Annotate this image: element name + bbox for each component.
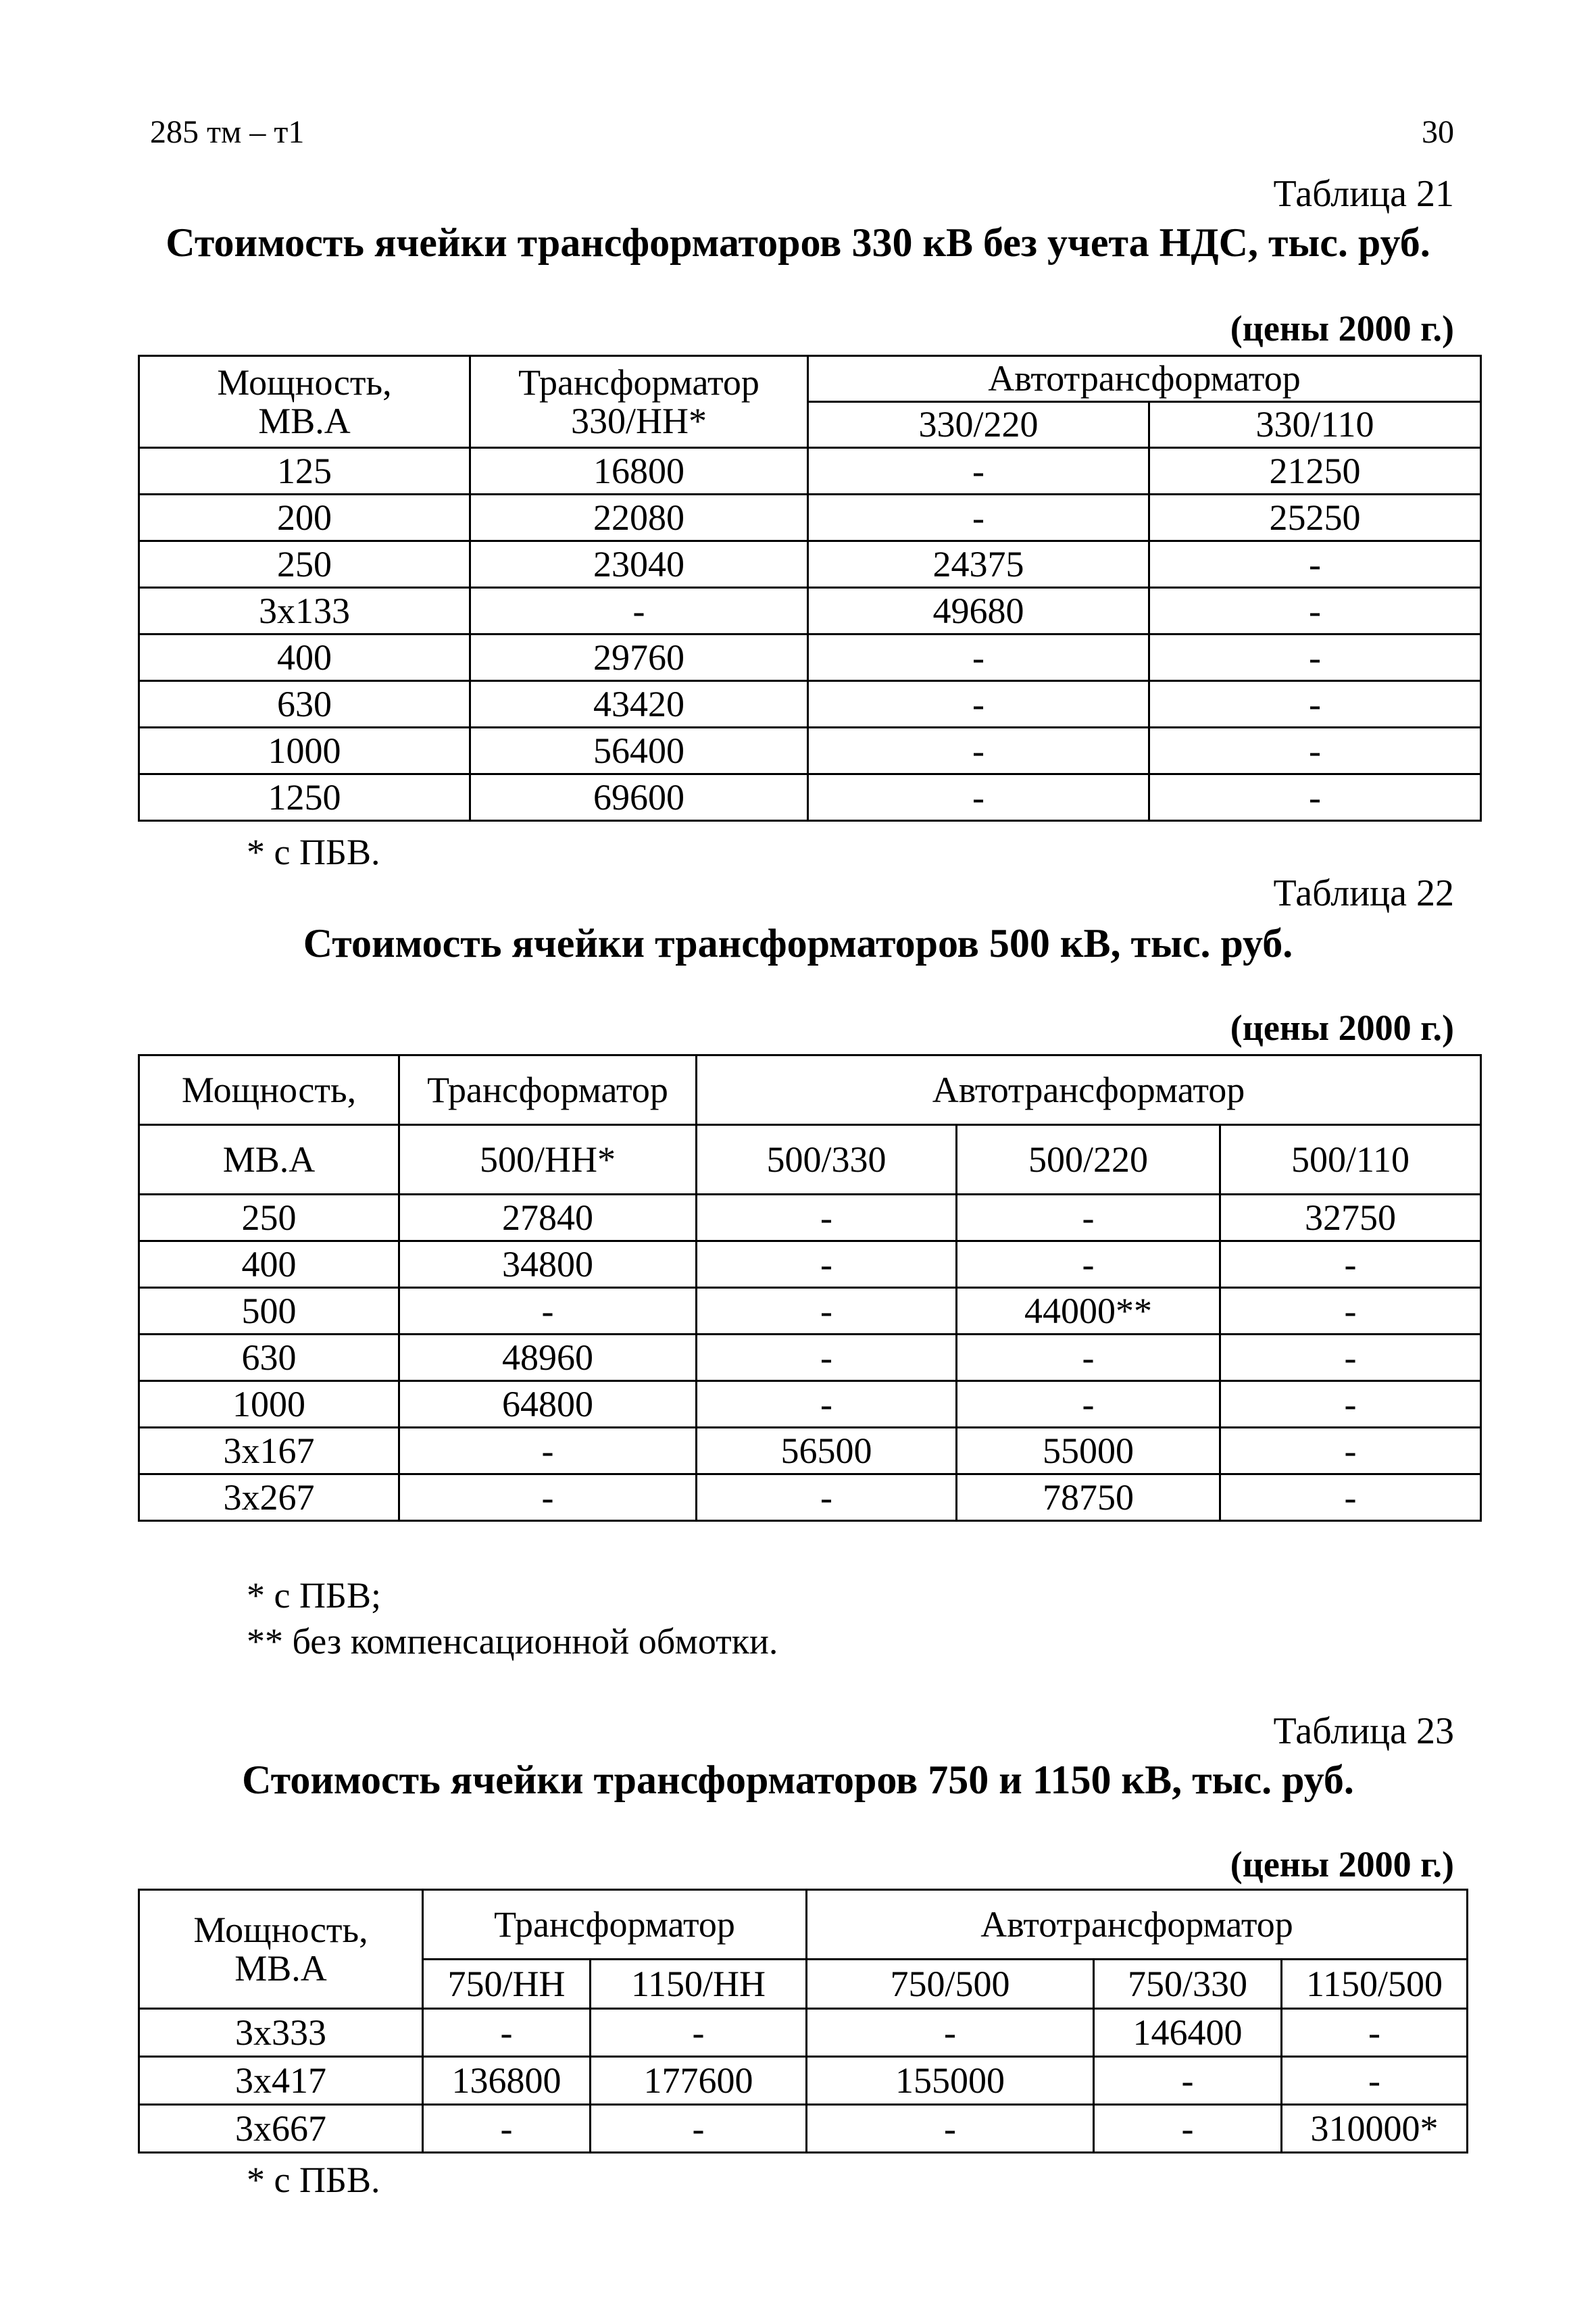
table-cell: 48960 [399,1335,697,1381]
table-row [139,728,1481,774]
header-transformer-line2: 330/НН* [571,400,707,441]
table-cell: - [1149,588,1481,634]
table-cell: 3х167 [139,1428,399,1474]
table-cell: 49680 [808,588,1149,634]
table-cell: - [1220,1474,1481,1521]
table-cell: 27840 [399,1195,697,1241]
header-tr-1150: 1150/НН [591,1960,807,2009]
table-21-label: Таблица 21 [1273,173,1454,215]
table-cell: 69600 [470,774,808,821]
table-22-label: Таблица 22 [1273,872,1454,914]
table-cell: - [808,495,1149,541]
table-cell: - [1149,541,1481,588]
header-power-line2: МВ.А [139,1125,399,1195]
table-cell: 44000** [957,1288,1220,1335]
table-cell: 3х267 [139,1474,399,1521]
table-cell: 1000 [139,1381,399,1428]
table-cell: 25250 [1149,495,1481,541]
table-cell: 136800 [423,2057,591,2105]
table-21-footnote: * с ПБВ. [247,832,380,872]
table-22-title: Стоимость ячейки трансформаторов 500 кВ, тыс. руб. [303,921,1293,966]
table-cell: 23040 [470,541,808,588]
table-21 [138,355,1482,822]
header-transformer [470,356,808,448]
table-row [139,1428,1481,1474]
table-cell: - [399,1288,697,1335]
table-cell: - [808,681,1149,728]
table-cell: - [808,728,1149,774]
table-22-footnote-2: ** без компенсационной обмотки. [247,1621,778,1662]
table-cell: - [1282,2009,1468,2057]
table-cell: 78750 [957,1474,1220,1521]
table-cell: - [807,2009,1094,2057]
table-cell: 3х333 [139,2009,423,2057]
header-tr-750: 750/НН [423,1960,591,2009]
header-auto-330-110: 330/110 [1149,402,1481,448]
table-cell: 3х667 [139,2105,423,2153]
table-row [139,1381,1481,1428]
table-row [139,1288,1481,1335]
table-cell: 250 [139,1195,399,1241]
table-cell: 155000 [807,2057,1094,2105]
table-cell: 29760 [470,634,808,681]
table-cell: - [957,1335,1220,1381]
table-cell: - [399,1474,697,1521]
table-cell: 22080 [470,495,808,541]
table-row [139,774,1481,821]
header-auto-1150-500: 1150/500 [1282,1960,1468,2009]
header-transformer: Трансформатор [423,1890,807,1960]
table-21-title: Стоимость ячейки трансформаторов 330 кВ без учета НДС, тыс. руб. [166,220,1430,265]
table-cell: 400 [139,1241,399,1288]
header-power [139,356,470,448]
table-cell: - [697,1241,957,1288]
table-cell: 55000 [957,1428,1220,1474]
header-auto-750-330: 750/330 [1094,1960,1282,2009]
table-22-footnote-1: * с ПБВ; [247,1575,381,1616]
header-power-line2: МВ.А [258,400,351,441]
table-cell: - [697,1195,957,1241]
table-row [139,1335,1481,1381]
table-cell: 630 [139,1335,399,1381]
header-autotransformer: Автотрансформатор [807,1890,1468,1960]
table-cell: 146400 [1094,2009,1282,2057]
table-row [139,588,1481,634]
table-cell: - [1094,2105,1282,2153]
table-cell: 310000* [1282,2105,1468,2153]
table-22-prices-note: (цены 2000 г.) [1230,1007,1454,1048]
table-cell: 56400 [470,728,808,774]
table-cell: 177600 [591,2057,807,2105]
table-cell: - [807,2105,1094,2153]
page-number: 30 [1422,114,1454,150]
table-row [139,1195,1481,1241]
header-auto-750-500: 750/500 [807,1960,1094,2009]
table-row [139,2105,1468,2153]
table-cell: - [697,1474,957,1521]
header-transformer-line1: Трансформатор [399,1055,697,1125]
table-cell: 1000 [139,728,470,774]
table-cell: 500 [139,1288,399,1335]
table-cell: - [957,1381,1220,1428]
header-autotransformer: Автотрансформатор [808,356,1481,402]
header-auto-500-110: 500/110 [1220,1125,1481,1195]
table-row [139,2057,1468,2105]
table-row [139,1474,1481,1521]
table-23 [138,1889,1468,2154]
header-power-line2: МВ.А [234,1947,327,1989]
table-cell: - [1220,1428,1481,1474]
table-row [139,448,1481,495]
table-cell: - [423,2009,591,2057]
table-cell: - [957,1241,1220,1288]
table-row [139,1241,1481,1288]
table-23-title: Стоимость ячейки трансформаторов 750 и 1150 кВ, тыс. руб. [242,1758,1354,1802]
table-22-body [139,1195,1481,1521]
table-cell: - [957,1195,1220,1241]
table-cell: - [1220,1335,1481,1381]
header-power-line1: Мощность, [193,1909,368,1950]
table-cell: - [1282,2057,1468,2105]
table-cell: - [399,1428,697,1474]
table-cell: 16800 [470,448,808,495]
table-21-prices-note: (цены 2000 г.) [1230,308,1454,349]
header-auto-500-330: 500/330 [697,1125,957,1195]
table-23-prices-note: (цены 2000 г.) [1230,1844,1454,1885]
table-row [139,2009,1468,2057]
table-cell: - [1149,634,1481,681]
table-cell: - [697,1381,957,1428]
table-cell: - [591,2009,807,2057]
table-cell: - [808,774,1149,821]
table-cell: - [1149,728,1481,774]
table-cell: 630 [139,681,470,728]
document-code: 285 тм – т1 [150,114,305,150]
table-row [139,541,1481,588]
table-cell: 21250 [1149,448,1481,495]
table-cell: - [808,448,1149,495]
header-auto-330-220: 330/220 [808,402,1149,448]
table-cell: 400 [139,634,470,681]
table-22 [138,1054,1482,1522]
table-23-body [139,2009,1468,2153]
header-auto-500-220: 500/220 [957,1125,1220,1195]
table-cell: - [423,2105,591,2153]
header-transformer-line1: Трансформатор [518,362,759,403]
table-cell: 64800 [399,1381,697,1428]
header-power-line1: Мощность, [217,362,392,403]
table-cell: - [697,1288,957,1335]
table-row [139,681,1481,728]
table-row [139,495,1481,541]
header-power-line1: Мощность, [139,1055,399,1125]
header-power [139,1890,423,2009]
table-cell: - [1220,1381,1481,1428]
header-autotransformer: Автотрансформатор [697,1055,1481,1125]
table-cell: 56500 [697,1428,957,1474]
table-cell: 125 [139,448,470,495]
table-cell: 24375 [808,541,1149,588]
table-cell: 32750 [1220,1195,1481,1241]
table-cell: - [1149,774,1481,821]
table-cell: - [1220,1241,1481,1288]
table-23-footnote: * с ПБВ. [247,2160,380,2200]
table-cell: - [1094,2057,1282,2105]
table-cell: 34800 [399,1241,697,1288]
table-cell: - [808,634,1149,681]
table-row [139,634,1481,681]
table-23-label: Таблица 23 [1273,1710,1454,1752]
table-cell: - [1220,1288,1481,1335]
table-cell: 43420 [470,681,808,728]
table-cell: - [591,2105,807,2153]
table-cell: 3х417 [139,2057,423,2105]
header-transformer-line2: 500/НН* [399,1125,697,1195]
table-cell: - [1149,681,1481,728]
table-cell: 1250 [139,774,470,821]
table-cell: - [470,588,808,634]
table-cell: - [697,1335,957,1381]
table-21-body [139,448,1481,821]
table-cell: 200 [139,495,470,541]
table-cell: 3х133 [139,588,470,634]
table-cell: 250 [139,541,470,588]
